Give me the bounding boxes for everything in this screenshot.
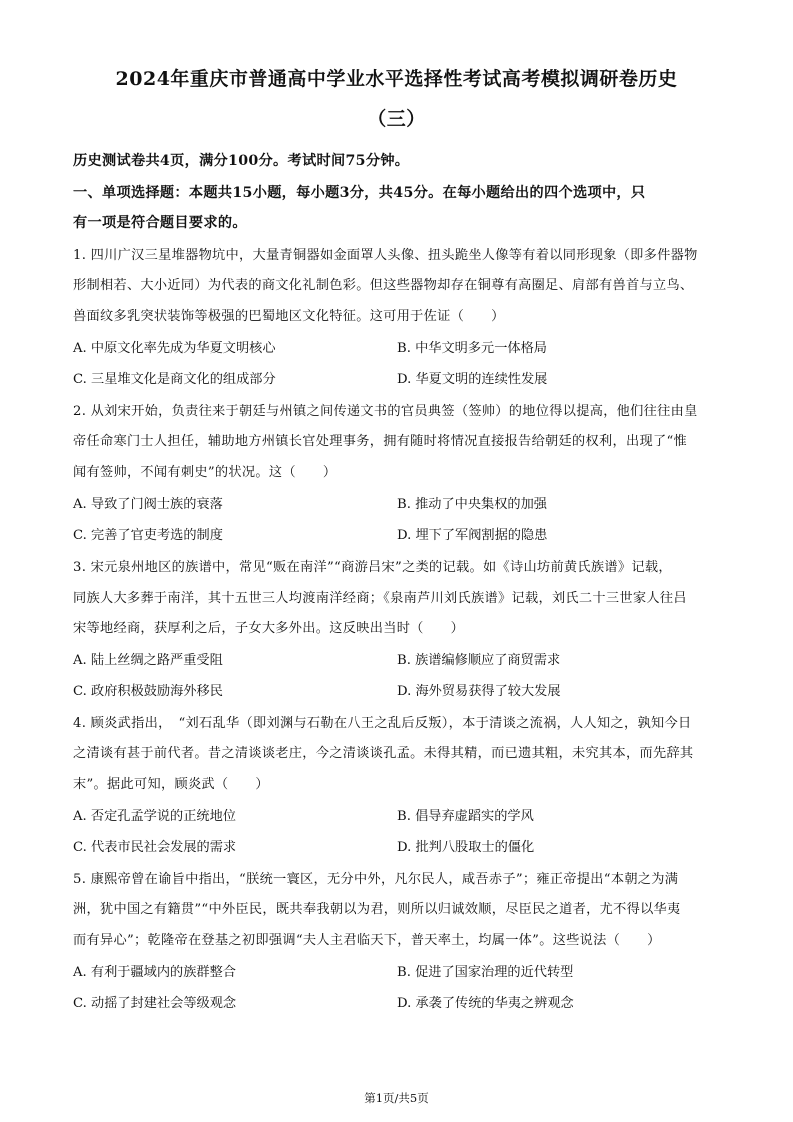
option-d: D. 批判八股取士的僵化 (397, 840, 535, 855)
question-stem-line: 而有异心”；乾隆帝在登基之初即强调“夫人主君临天下，普天率土，均属一体”。这些说法（ ） (73, 933, 661, 948)
question-stem-line: 1. 四川广汉三星堆器物坑中，大量青铜器如金面罩人头像、扭头跪坐人像等有着以同形现象（即多件器物 (73, 248, 698, 263)
option-d: D. 埋下了军阀割据的隐患 (397, 528, 548, 543)
exam-subtitle: （三） (367, 108, 426, 130)
option-a: A. 陆上丝绸之路严重受阻 (73, 653, 223, 668)
option-c: C. 动摇了封建社会等级观念 (73, 996, 237, 1011)
option-c: C. 政府积极鼓励海外移民 (73, 684, 223, 699)
question-stem-line: 宋等地经商，获厚利之后，子女大多外出。这反映出当时（ ） (73, 621, 465, 636)
question-stem-line: 兽面纹多乳突状装饰等极强的巴蜀地区文化特征。这可用于佐证（ ） (73, 309, 505, 324)
option-b: B. 推动了中央集权的加强 (397, 497, 547, 512)
question-stem-line: 帝任命寒门士人担任，辅助地方州镇长官处理事务，拥有随时将情况直接报告给朝廷的权利，出现了“惟 (73, 434, 687, 449)
option-c: C. 三星堆文化是商文化的组成部分 (73, 372, 276, 387)
question-stem-line: 同族人大多葬于南洋，其十五世三人均渡南洋经商；《泉南芦川刘氏族谱》记载，刘氏二十三世家人往吕 (73, 591, 687, 606)
option-b: B. 倡导弃虚蹈实的学风 (397, 809, 534, 824)
option-a: A. 有利于疆域内的族群整合 (73, 965, 236, 980)
question-stem-line: 形制相若、大小近同）为代表的商文化礼制色彩。但这些器物却存在铜尊有高圈足、肩部有兽首与立鸟、 (73, 278, 694, 293)
question-stem-line: 5. 康熙帝曾在谕旨中指出，“朕统一寰区，无分中外，凡尔民人，咸吾赤子”；雍正帝提出“本朝之为满 (73, 872, 679, 887)
option-b: B. 促进了国家治理的近代转型 (397, 965, 574, 980)
exam-title: 2024年重庆市普通高中学业水平选择性考试高考模拟调研卷历史 (115, 68, 678, 90)
question-stem-line: 末”。据此可知，顾炎武（ ） (73, 777, 269, 792)
option-d: D. 华夏文明的连续性发展 (397, 372, 548, 387)
option-a: A. 否定孔孟学说的正统地位 (73, 809, 236, 824)
section-heading: 一、单项选择题：本题共15小题，每小题3分，共45分。在每小题给出的四个选项中，只 (73, 185, 646, 201)
option-c: C. 完善了官吏考选的制度 (73, 528, 223, 543)
question-stem-line: 3. 宋元泉州地区的族谱中，常见“贩在南洋”“商游吕宋”之类的记载。如《诗山坊前黄氏族谱》记载， (73, 560, 672, 575)
option-c: C. 代表市民社会发展的需求 (73, 840, 237, 855)
question-stem-line: 之清谈有甚于前代者。昔之清谈谈老庄，今之清谈谈孔孟。未得其精，而已遗其粗，未究其本，而先辞其 (73, 746, 694, 761)
option-a: A. 导致了门阀士族的衰落 (73, 497, 223, 512)
option-d: D. 承袭了传统的华夷之辨观念 (397, 996, 574, 1011)
option-a: A. 中原文化率先成为华夏文明核心 (73, 341, 276, 356)
question-stem-line: 洲，犹中国之有籍贯”“中外臣民，既共奉我朝以为君，则所以归诚效顺，尽臣民之道者，尤不得以华夷 (73, 902, 681, 917)
question-stem-line: 4. 顾炎武指出， “刘石乱华（即刘渊与石勒在八王之乱后反叛），本于清谈之流祸，人人知之，孰知今日 (73, 716, 692, 731)
exam-intro: 历史测试卷共4页，满分100分。考试时间75分钟。 (73, 153, 410, 169)
page-number: 第1页/共5页 (364, 1091, 429, 1105)
question-stem-line: 闻有签帅，不闻有刺史”的状况。这（ ） (73, 465, 337, 480)
option-b: B. 族谱编修顺应了商贸需求 (397, 653, 561, 668)
option-d: D. 海外贸易获得了较大发展 (397, 684, 561, 699)
question-stem-line: 2. 从刘宋开始，负责往来于朝廷与州镇之间传递文书的官员典签（签帅）的地位得以提高，他们往往由皇 (73, 404, 698, 419)
option-b: B. 中华文明多元一体格局 (397, 341, 547, 356)
section-heading-cont: 有一项是符合题目要求的。 (73, 215, 247, 231)
